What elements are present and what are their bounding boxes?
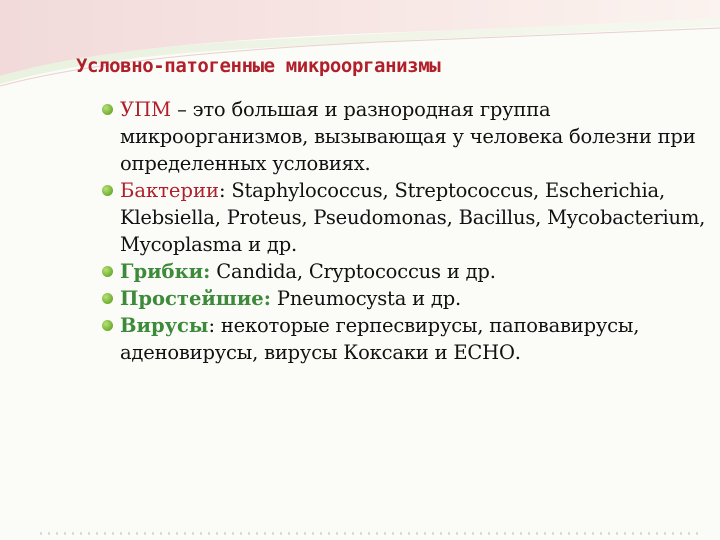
bullet-item-upm: [100, 96, 710, 177]
item-text: – это большая и разнородная группа микроорганизмов, вызывающая у человека болезни при определенных условиях.: [120, 98, 696, 175]
term-protozoa: Простейшие:: [120, 287, 271, 310]
item-text: Pneumocysta и др.: [270, 287, 462, 310]
item-text: Candida, Cryptococcus и др.: [210, 260, 496, 283]
bullet-item-bacteria: [100, 177, 710, 258]
slide-title: Условно-патогенные микроорганизмы: [76, 55, 441, 77]
bullet-dot-icon: [102, 185, 113, 196]
bullet-dot-icon: [102, 266, 113, 277]
term-fungi: Грибки:: [120, 260, 211, 283]
bullet-list: [100, 96, 710, 366]
bullet-dot-icon: [102, 293, 113, 304]
bullet-item-viruses: [100, 312, 710, 366]
item-text: : Staphylococcus, Streptococcus, Escherichia, Klebsiella, Proteus, Pseudomonas, Bacillus, Mycobacterium, Mycoplasma и др.: [120, 179, 706, 256]
footer-dotted-line: [40, 532, 700, 535]
term-bacteria: Бактерии: [120, 179, 219, 202]
bullet-dot-icon: [102, 320, 113, 331]
item-text: : некоторые герпесвирусы, паповавирусы, аденовирусы, вирусы Коксаки и ЕСНО.: [120, 314, 640, 364]
bullet-item-protozoa: [100, 285, 710, 312]
bullet-dot-icon: [102, 104, 113, 115]
term-upm: УПМ: [120, 98, 172, 121]
bullet-item-fungi: [100, 258, 710, 285]
term-viruses: Вирусы: [120, 314, 209, 337]
